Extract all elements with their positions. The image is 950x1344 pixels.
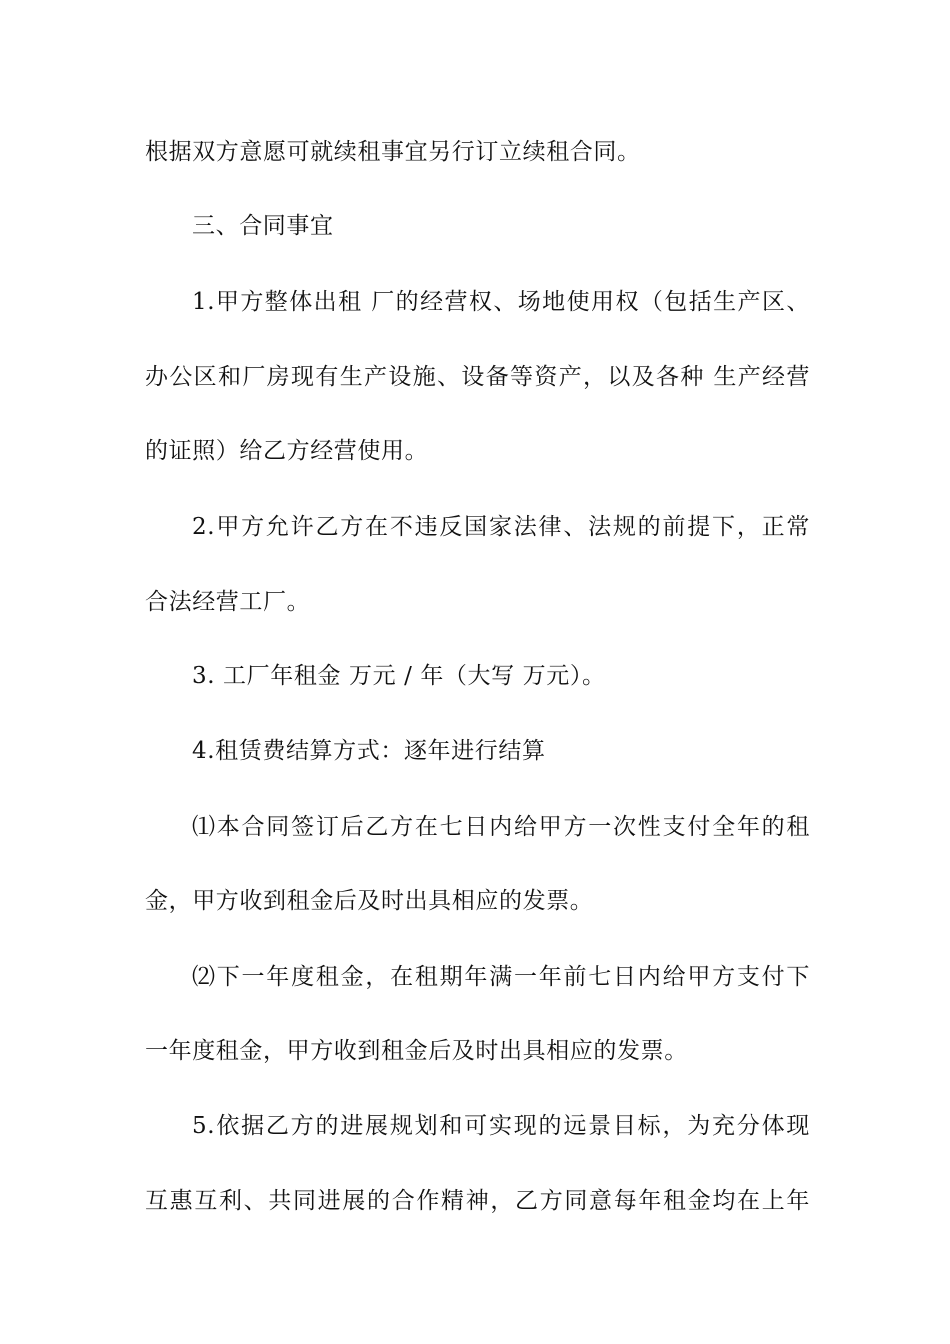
clause-1-line-3: 的证照）给乙方经营使用。 xyxy=(145,438,429,464)
clause-5-line-2: 互惠互利、共同进展的合作精神，乙方同意每年租金均在上年 xyxy=(145,1188,810,1214)
clause-1-line-2: 办公区和厂房现有生产设施、设备等资产，以及各种 生产经营 xyxy=(145,364,810,390)
clause-4-heading: 4.租赁费结算方式：逐年进行结算 xyxy=(192,738,546,764)
clause-4-item-1-line-2: 金，甲方收到租金后及时出具相应的发票。 xyxy=(145,888,594,914)
clause-3-line-1: 3. 工厂年租金 万元 / 年（大写 万元）。 xyxy=(192,663,606,689)
clause-5-line-1: 5.依据乙方的进展规划和可实现的远景目标，为充分体现 xyxy=(192,1113,810,1139)
clause-4-item-2-line-2: 一年度租金，甲方收到租金后及时出具相应的发票。 xyxy=(145,1038,688,1064)
clause-2-line-1: 2.甲方允许乙方在不违反国家法律、法规的前提下，正常 xyxy=(192,514,810,540)
section-heading: 三、合同事宜 xyxy=(192,213,334,239)
clause-2-line-2: 合法经营工厂。 xyxy=(145,589,311,615)
clause-4-item-2-line-1: ⑵下一年度租金，在租期年满一年前七日内给甲方支付下 xyxy=(192,964,810,990)
clause-4-item-1-line-1: ⑴本合同签订后乙方在七日内给甲方一次性支付全年的租 xyxy=(192,814,810,840)
paragraph-line-1: 根据双方意愿可就续租事宜另行订立续租合同。 xyxy=(145,139,641,165)
clause-1-line-1: 1.甲方整体出租 厂的经营权、场地使用权（包括生产区、 xyxy=(192,289,810,315)
